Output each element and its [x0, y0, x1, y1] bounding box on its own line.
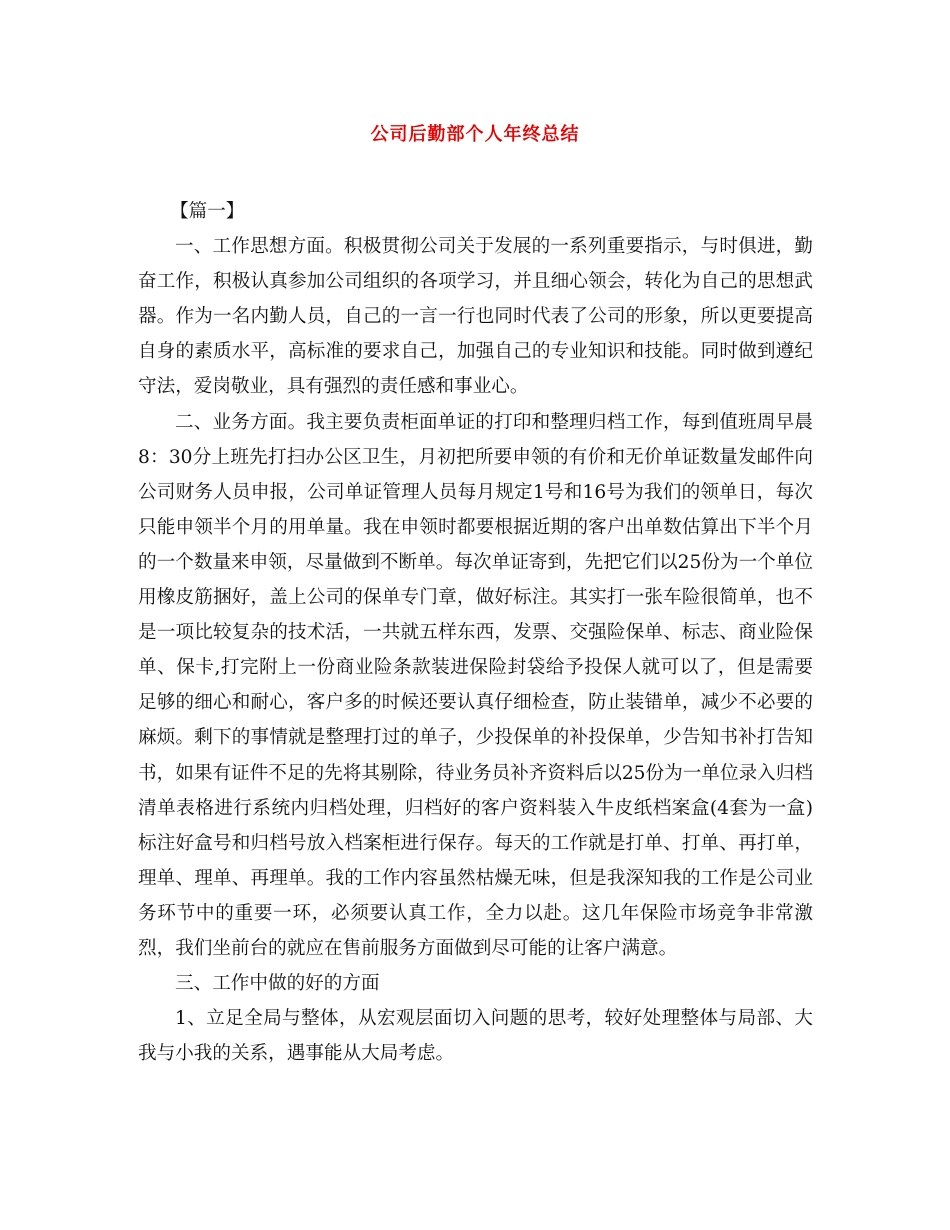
paragraph-business: 二、业务方面。我主要负责柜面单证的打印和整理归档工作，每到值班周早晨8：30分上班先打扫办公区卫生，月初把所要申领的有价和无价单证数量发邮件向公司财务人员申报，公司单证管理人员每月规定1号和16号为我们的领单日，每次只能申领半个月的用单量。我在申领时都要根据近期的客户出单数估算出下半个月的一个数量来申领，尽量做到不断单。每次单证寄到，先把它们以25份为一个单位用橡皮筋捆好，盖上公司的保单专门章，做好标注。其实打一张车险很简单，也不是一项比较复杂的技术活，一共就五样东西，发票、交强险保单、标志、商业险保单、保卡,打完附上一份商业险条款装进保险封袋给予投保人就可以了，但是需要足够的细心和耐心，客户多的时候还要认真仔细检查，防止装错单，减少不必要的麻烦。剩下的事情就是整理打过的单子，少投保单的补投保单，少告知书补打告知书，如果有证件不足的先将其剔除，待业务员补齐资料后以25份为一单位录入归档清单表格进行系统内归档处理，归档好的客户资料装入牛皮纸档案盒(4套为一盒)标注好盒号和归档号放入档案柜进行保存。每天的工作就是打单、打单、再打单，理单、理单、再理单。我的工作内容虽然枯燥无味，但是我深知我的工作是公司业务环节中的重要一环，必须要认真工作，全力以赴。这几年保险市场竞争非常激烈，我们坐前台的就应在售前服务方面做到尽可能的让客户满意。 — [138, 411, 813, 959]
section-label: 【篇一】 — [170, 201, 245, 222]
paragraph-strength-1: 1、立足全局与整体，从宏观层面切入问题的思考，较好处理整体与局部、大我与小我的关系，遇事能从大局考虑。 — [138, 1008, 813, 1065]
document-title: 公司后勤部个人年终总结 — [370, 124, 580, 145]
document-body — [138, 194, 813, 1071]
paragraph-strengths-heading: 三、工作中做的好的方面 — [175, 973, 380, 995]
paragraph-work-thinking: 一、工作思想方面。积极贯彻公司关于发展的一系列重要指示，与时俱进，勤奋工作，积极认真参加公司组织的各项学习，并且细心领会，转化为自己的思想武器。作为一名内勤人员，自己的一言一行也同时代表了公司的形象，所以更要提高自身的素质水平，高标准的要求自己，加强自己的专业知识和技能。同时做到遵纪守法，爱岗敬业，具有强烈的责任感和事业心。 — [138, 236, 813, 398]
